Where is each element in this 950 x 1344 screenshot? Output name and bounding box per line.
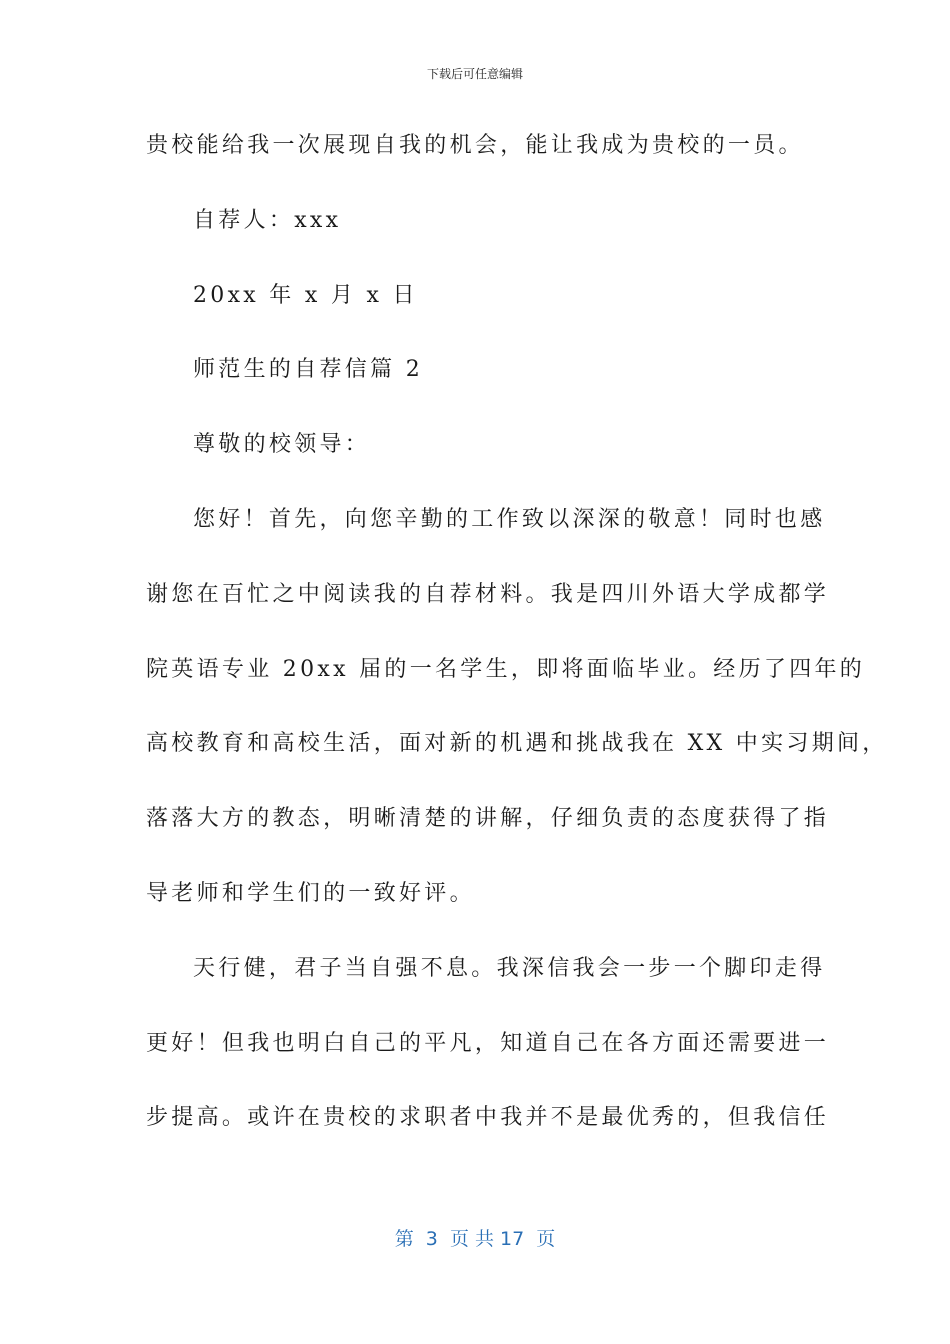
body-line-14: 步提高。或许在贵校的求职者中我并不是最优秀的，但我信任 — [146, 1105, 830, 1130]
body-line-6: 您好！首先，向您辛勤的工作致以深深的敬意！同时也感 — [193, 507, 826, 532]
body-line-8: 院英语专业 20xx 届的一名学生，即将面临毕业。经历了四年的 — [146, 657, 866, 682]
page-number-footer: 第 3 页 共 17 页 — [394, 1228, 556, 1250]
date-line: 20xx 年 x 月 x 日 — [193, 283, 418, 308]
body-line-13: 更好！但我也明白自己的平凡，知道自己在各方面还需要进一 — [146, 1031, 830, 1056]
body-line-1: 贵校能给我一次展现自我的机会，能让我成为贵校的一员。 — [146, 133, 804, 158]
salutation: 尊敬的校领导： — [193, 432, 371, 457]
body-line-12: 天行健，君子当自强不息。我深信我会一步一个脚印走得 — [193, 956, 826, 981]
page-header-note: 下载后可任意编辑 — [426, 67, 523, 81]
body-line-11: 导老师和学生们的一致好评。 — [146, 881, 475, 906]
signature-line: 自荐人：xxx — [193, 208, 342, 233]
body-line-9: 高校教育和高校生活，面对新的机遇和挑战我在 XX 中实习期间， — [146, 731, 888, 756]
body-line-7: 谢您在百忙之中阅读我的自荐材料。我是四川外语大学成都学 — [146, 582, 830, 607]
section-title: 师范生的自荐信篇 2 — [193, 357, 423, 382]
body-line-10: 落落大方的教态，明晰清楚的讲解，仔细负责的态度获得了指 — [146, 806, 830, 831]
